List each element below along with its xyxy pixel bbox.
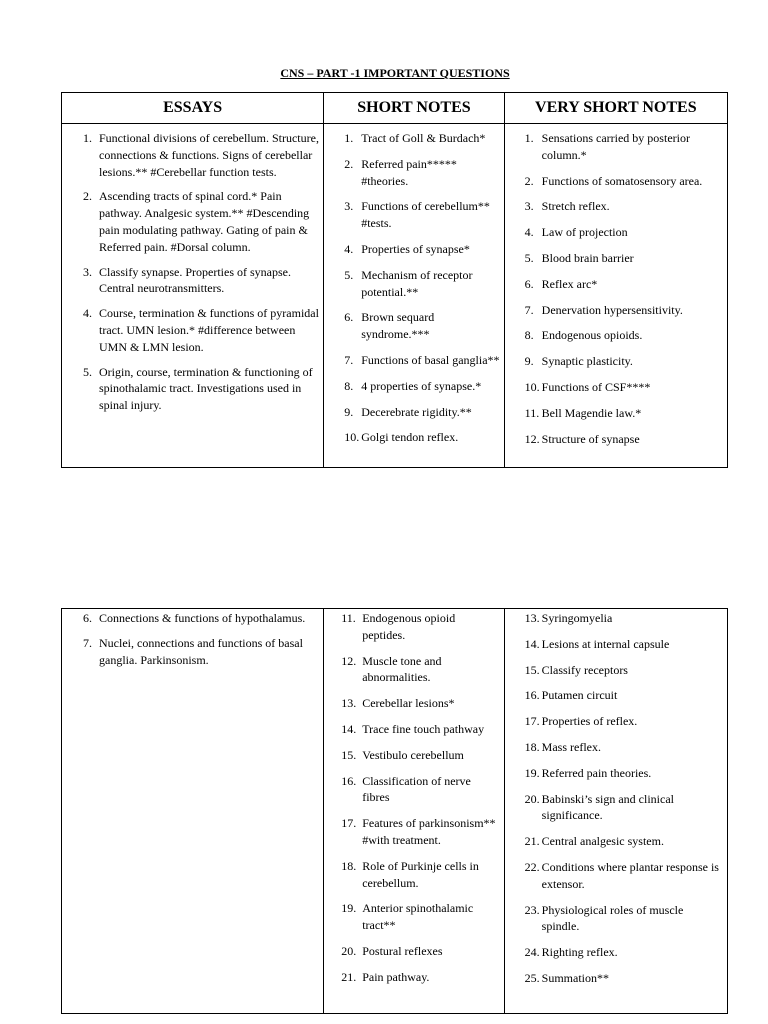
list-item: [62, 188, 323, 255]
document-title: CNS – PART -1 IMPORTANT QUESTIONS: [280, 66, 510, 80]
item-number: 16.: [524, 688, 540, 703]
list-item: [324, 815, 503, 849]
item-number: 15.: [341, 747, 357, 762]
item-text: Trace fine touch pathway: [362, 721, 485, 736]
item-text: Referred pain theories.: [541, 765, 652, 780]
very-short-notes-header: VERY SHORT NOTES: [505, 93, 727, 124]
list-item: [505, 859, 727, 893]
item-text: Law of projection: [541, 225, 628, 240]
essays-header: ESSAYS: [62, 93, 323, 124]
list-item: [505, 636, 727, 653]
item-number: 3.: [344, 199, 354, 214]
item-number: 13.: [524, 611, 540, 625]
item-text: Tract of Goll & Burdach*: [361, 131, 486, 145]
list-item: [505, 431, 727, 448]
list-item: [62, 364, 323, 414]
item-text: Decerebrate rigidity.**: [361, 404, 472, 419]
list-item: [324, 352, 503, 369]
item-number: 10.: [344, 430, 360, 445]
essays-column-continued: [62, 609, 324, 1013]
list-item: [324, 969, 503, 986]
item-text: Pain pathway.: [362, 969, 430, 984]
item-number: 24.: [524, 945, 540, 960]
very-short-notes-list-continued: [505, 609, 727, 987]
item-number: 10.: [524, 379, 540, 394]
item-text: Nuclei, connections and functions of basal ganglia. Parkinsonism.: [99, 635, 303, 667]
essays-list-continued: [62, 609, 323, 668]
item-text: Ascending tracts of spinal cord.* Pain pathway. Analgesic system.** #Descending pain modulating pathway. Gating of pain & Referred pain. #Dorsal column.: [99, 189, 310, 254]
item-number: 7.: [83, 635, 92, 650]
item-number: 16.: [341, 773, 357, 788]
list-item: [505, 276, 727, 293]
item-text: Sensations carried by posterior column.*: [541, 131, 690, 162]
item-text: 4 properties of synapse.*: [361, 378, 482, 393]
item-number: 4.: [344, 241, 354, 256]
item-text: Course, termination & functions of pyramidal tract. UMN lesion.* #difference between UMN & LMN lesion.: [99, 306, 319, 354]
short-notes-list: [324, 124, 503, 446]
item-text: Mass reflex.: [541, 739, 601, 754]
item-text: Structure of synapse: [541, 431, 640, 446]
item-number: 3.: [83, 264, 92, 279]
item-number: 18.: [341, 858, 357, 873]
list-item: [324, 309, 503, 343]
item-text: Functions of basal ganglia**: [361, 352, 500, 367]
item-text: Properties of reflex.: [541, 714, 638, 729]
item-number: 6.: [524, 276, 534, 291]
item-text: Properties of synapse*: [361, 241, 470, 256]
list-item: [505, 224, 727, 241]
item-text: Reflex arc*: [541, 276, 598, 291]
item-number: 8.: [344, 378, 354, 393]
item-number: 6.: [83, 611, 92, 625]
list-item: [62, 130, 323, 180]
item-text: Vestibulo cerebellum: [362, 747, 464, 762]
item-text: Functions of cerebellum** #tests.: [361, 199, 490, 231]
item-text: Conditions where plantar response is extensor.: [541, 859, 719, 891]
item-number: 3.: [524, 199, 534, 214]
item-text: Syringomyelia: [541, 611, 613, 625]
list-item: [505, 327, 727, 344]
list-item: [505, 970, 727, 987]
item-text: Endogenous opioids.: [541, 328, 643, 343]
list-item: [505, 713, 727, 730]
list-item: [324, 695, 503, 712]
item-text: Functions of CSF****: [541, 379, 651, 394]
list-item: [324, 858, 503, 892]
item-text: Lesions at internal capsule: [541, 636, 670, 651]
item-number: 25.: [524, 970, 540, 985]
essays-list: [62, 124, 323, 414]
item-text: Role of Purkinje cells in cerebellum.: [362, 858, 479, 890]
item-text: Brown sequard syndrome.***: [361, 310, 435, 342]
item-number: 21.: [524, 834, 540, 849]
item-text: Summation**: [541, 970, 610, 985]
item-number: 13.: [341, 696, 357, 711]
list-item: [505, 739, 727, 756]
item-number: 11.: [341, 611, 356, 625]
item-number: 5.: [344, 267, 354, 282]
item-number: 4.: [524, 225, 534, 240]
item-text: Stretch reflex.: [541, 199, 610, 214]
item-text: Central analgesic system.: [541, 834, 664, 849]
list-item: [324, 429, 503, 446]
list-item: [62, 635, 323, 669]
item-number: 2.: [344, 156, 354, 171]
list-item: [62, 264, 323, 298]
list-item: [505, 791, 727, 825]
list-item: [324, 943, 503, 960]
item-number: 20.: [524, 791, 540, 806]
item-number: 2.: [83, 189, 92, 204]
item-number: 14.: [524, 636, 540, 651]
short-notes-column-continued: [324, 609, 504, 1013]
list-item: [324, 773, 503, 807]
very-short-notes-column-continued: [505, 609, 727, 1013]
list-item: [324, 653, 503, 687]
list-item: [505, 379, 727, 396]
list-item: [505, 353, 727, 370]
item-number: 1.: [524, 131, 534, 145]
item-text: Classification of nerve fibres: [362, 773, 471, 805]
item-text: Physiological roles of muscle spindle.: [541, 902, 684, 934]
item-text: Babinski’s sign and clinical significance.: [541, 791, 674, 823]
item-number: 14.: [341, 721, 357, 736]
list-item: [505, 902, 727, 936]
item-number: 7.: [344, 352, 354, 367]
list-item: [324, 156, 503, 190]
item-text: Synaptic plasticity.: [541, 354, 633, 369]
item-text: Features of parkinsonism** #with treatment.: [362, 816, 496, 847]
item-text: Referred pain***** #theories.: [361, 156, 457, 188]
list-item: [324, 198, 503, 232]
item-text: Functions of somatosensory area.: [541, 173, 703, 188]
item-text: Righting reflex.: [541, 945, 618, 960]
item-number: 4.: [83, 306, 92, 321]
item-number: 17.: [341, 816, 357, 831]
list-item: [505, 302, 727, 319]
list-item: [62, 610, 323, 627]
list-item: [324, 404, 503, 421]
essays-column: [62, 93, 324, 467]
item-number: 19.: [341, 901, 357, 916]
list-item: [505, 610, 727, 627]
list-item: [324, 241, 503, 258]
item-number: 12.: [524, 431, 540, 446]
item-number: 7.: [524, 302, 534, 317]
item-text: Anterior spinothalamic tract**: [362, 901, 474, 933]
item-number: 9.: [524, 354, 534, 369]
list-item: [505, 944, 727, 961]
item-number: 12.: [341, 653, 357, 668]
item-number: 8.: [524, 328, 534, 343]
short-notes-header: SHORT NOTES: [324, 93, 503, 124]
list-item: [324, 130, 503, 147]
item-text: Putamen circuit: [541, 688, 618, 703]
item-number: 23.: [524, 902, 540, 917]
item-number: 1.: [344, 131, 354, 145]
questions-table-part-2: [61, 608, 728, 1014]
item-text: Classify synapse. Properties of synapse. Central neurotransmitters.: [99, 264, 291, 296]
item-number: 2.: [524, 173, 534, 188]
item-text: Denervation hypersensitivity.: [541, 302, 683, 317]
item-text: Muscle tone and abnormalities.: [362, 653, 442, 685]
item-number: 20.: [341, 943, 357, 958]
item-text: Cerebellar lesions*: [362, 696, 455, 711]
item-number: 17.: [524, 714, 540, 729]
list-item: [505, 130, 727, 164]
list-item: [324, 900, 503, 934]
list-item: [505, 250, 727, 267]
list-item: [505, 198, 727, 215]
list-item: [324, 721, 503, 738]
item-text: Mechanism of receptor potential.**: [361, 267, 473, 299]
item-number: 11.: [524, 405, 540, 420]
very-short-notes-list: [505, 124, 727, 447]
item-number: 21.: [341, 969, 357, 984]
item-number: 5.: [524, 250, 534, 265]
list-item: [505, 687, 727, 704]
list-item: [324, 747, 503, 764]
item-number: 19.: [524, 765, 540, 780]
list-item: [324, 378, 503, 395]
item-number: 22.: [524, 859, 540, 874]
item-number: 6.: [344, 310, 354, 325]
item-text: Origin, course, termination & functioning of spinothalamic tract. Investigations used in spinal injury.: [99, 364, 313, 413]
item-number: 1.: [83, 131, 92, 145]
item-number: 15.: [524, 662, 540, 677]
item-number: 18.: [524, 739, 540, 754]
short-notes-list-continued: [324, 609, 503, 986]
very-short-notes-column: [505, 93, 727, 467]
list-item: [505, 173, 727, 190]
item-text: Golgi tendon reflex.: [361, 430, 459, 445]
list-item: [505, 765, 727, 782]
item-text: Endogenous opioid peptides.: [362, 611, 456, 642]
item-text: Connections & functions of hypothalamus.: [99, 611, 306, 625]
list-item: [505, 833, 727, 850]
item-number: 9.: [344, 404, 354, 419]
item-text: Bell Magendie law.*: [541, 405, 642, 420]
item-number: 5.: [83, 364, 92, 379]
item-text: Classify receptors: [541, 662, 628, 677]
list-item: [324, 610, 503, 644]
short-notes-column: [324, 93, 504, 467]
list-item: [324, 267, 503, 301]
item-text: Blood brain barrier: [541, 250, 634, 265]
questions-table-part-1: [61, 92, 728, 468]
list-item: [62, 305, 323, 355]
list-item: [505, 405, 727, 422]
list-item: [505, 662, 727, 679]
item-text: Functional divisions of cerebellum. Structure, connections & functions. Signs of cerebellar lesions.** #Cerebellar function tests.: [99, 131, 319, 179]
item-text: Postural reflexes: [362, 943, 443, 958]
